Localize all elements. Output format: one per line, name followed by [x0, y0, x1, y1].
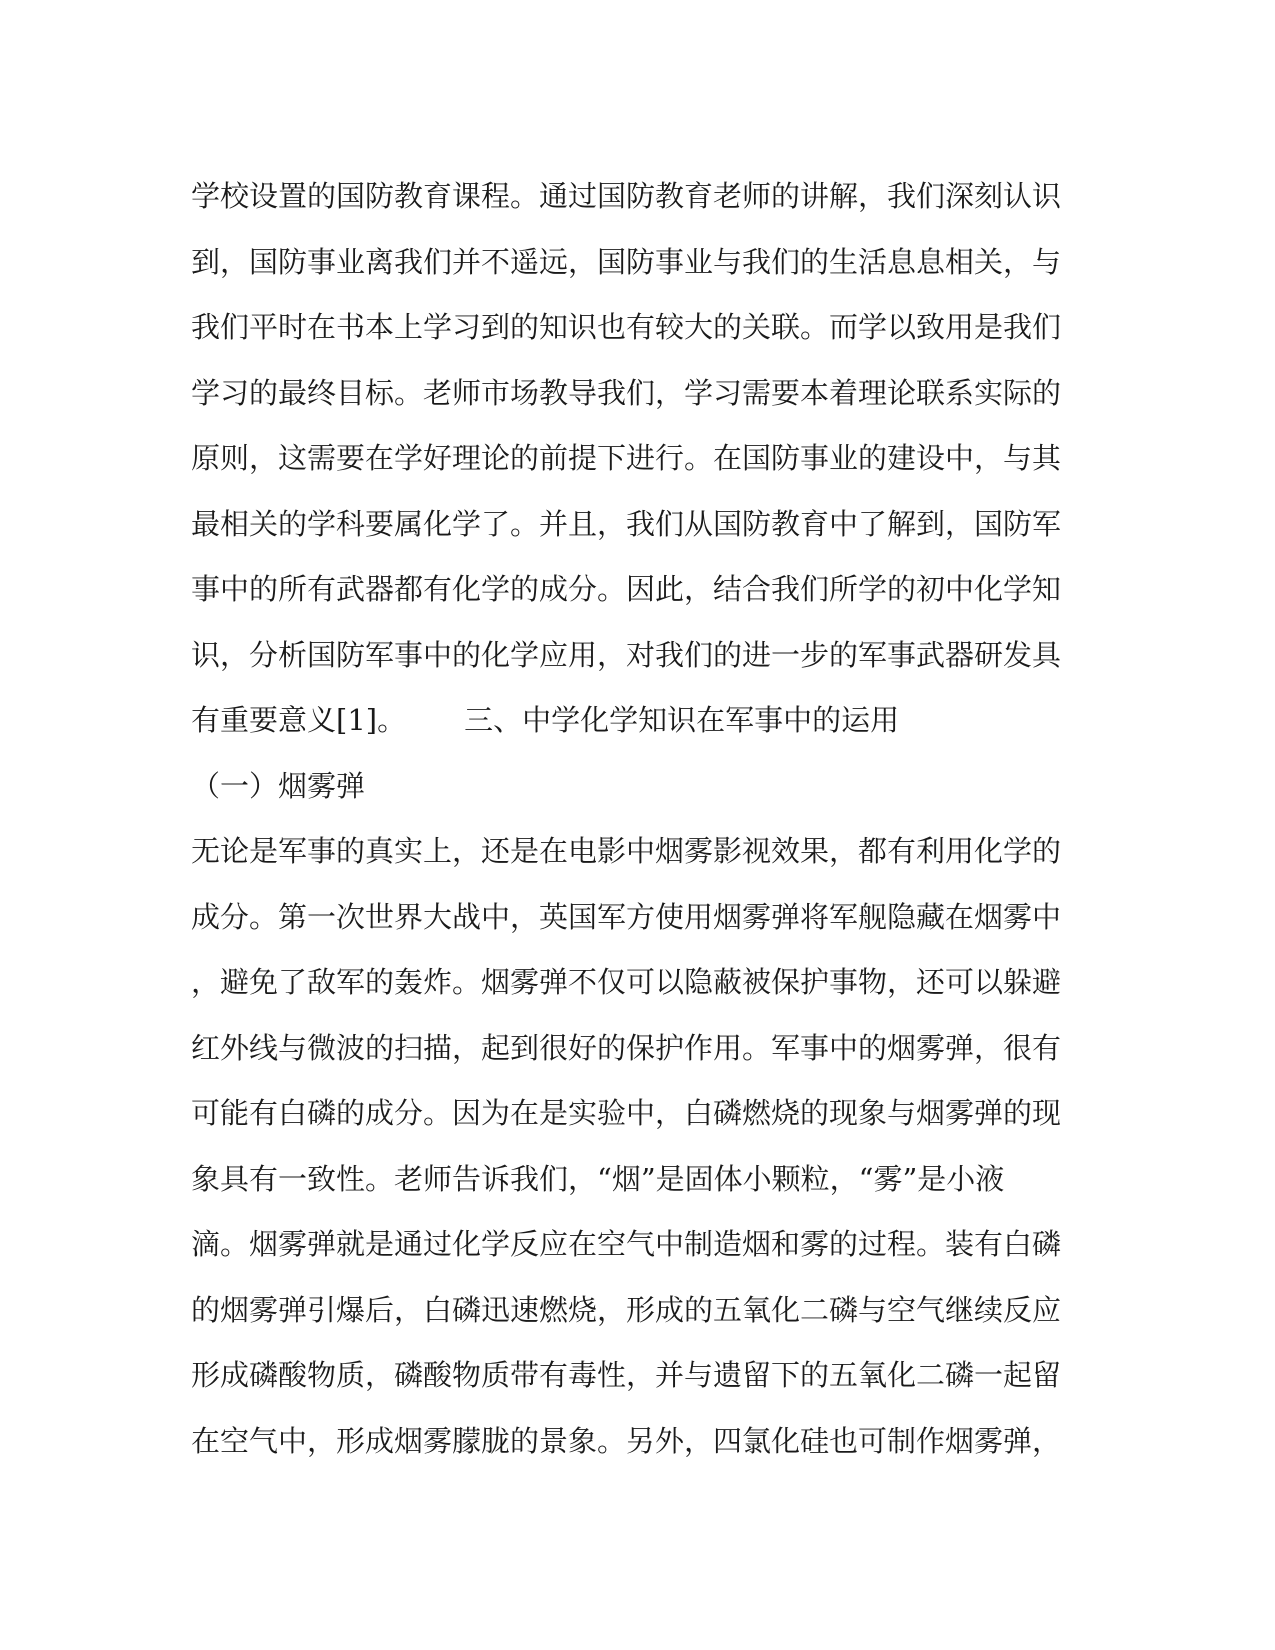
- body-line: 红外线与微波的扫描，起到很好的保护作用。军事中的烟雾弹，很有: [191, 1030, 1062, 1065]
- section-heading: 三、中学化学知识在军事中的运用: [464, 703, 900, 737]
- paragraph-end-text: 有重要意义[1]。: [191, 703, 407, 737]
- body-line: 在空气中，形成烟雾朦胧的景象。另外，四氯化硅也可制作烟雾弹，: [191, 1423, 1062, 1458]
- body-line-with-heading: [191, 688, 1071, 754]
- body-line: 的烟雾弹引爆后，白磷迅速燃烧，形成的五氧化二磷与空气继续反应: [191, 1292, 1062, 1327]
- subsection-heading: （一）烟雾弹: [191, 768, 366, 803]
- body-line: 象具有一致性。老师告诉我们，“烟”是固体小颗粒，“雾”是小液: [191, 1161, 1005, 1196]
- body-line: ，避免了敌军的轰炸。烟雾弹不仅可以隐蔽被保护事物，还可以躲避: [191, 965, 1062, 999]
- body-line: 滴。烟雾弹就是通过化学反应在空气中制造烟和雾的过程。装有白磷: [191, 1227, 1062, 1261]
- body-line: 识，分析国防军事中的化学应用，对我们的进一步的军事武器研发具: [191, 637, 1062, 672]
- body-line: 无论是军事的真实上，还是在电影中烟雾影视效果，都有利用化学的: [191, 834, 1062, 868]
- body-line: 事中的所有武器都有化学的成分。因此，结合我们所学的初中化学知: [191, 572, 1062, 606]
- body-line: 原则，这需要在学好理论的前提下进行。在国防事业的建设中，与其: [191, 441, 1062, 475]
- body-line: 学习的最终目标。老师市场教导我们，学习需要本着理论联系实际的: [191, 375, 1062, 410]
- body-line: 形成磷酸物质，磷酸物质带有毒性，并与遗留下的五氧化二磷一起留: [191, 1358, 1062, 1392]
- document-body: [191, 164, 1071, 1474]
- body-line: 可能有白磷的成分。因为在是实验中，白磷燃烧的现象与烟雾弹的现: [191, 1096, 1062, 1130]
- body-line: 学校设置的国防教育课程。通过国防教育老师的讲解，我们深刻认识: [191, 179, 1062, 213]
- body-line: 最相关的学科要属化学了。并且，我们从国防教育中了解到，国防军: [191, 506, 1062, 541]
- body-line: 成分。第一次世界大战中，英国军方使用烟雾弹将军舰隐藏在烟雾中: [191, 899, 1062, 934]
- body-line: 我们平时在书本上学习到的知识也有较大的关联。而学以致用是我们: [191, 310, 1062, 344]
- body-line: 到，国防事业离我们并不遥远，国防事业与我们的生活息息相关，与: [191, 244, 1062, 279]
